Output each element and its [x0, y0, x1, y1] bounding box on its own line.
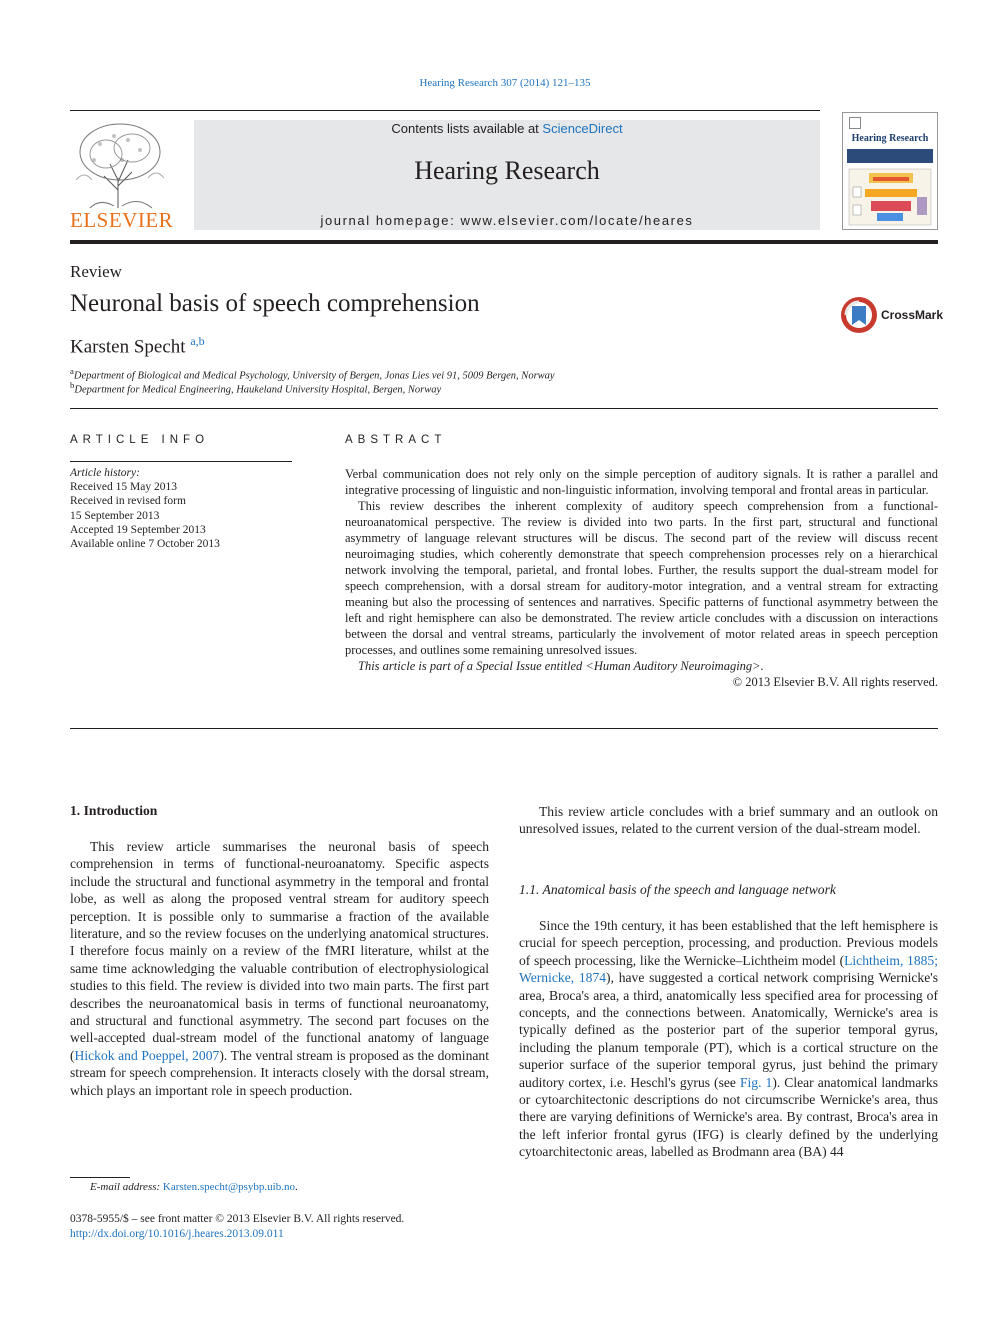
- cover-mini-logo-icon: [849, 117, 861, 129]
- body-text: ), have suggested a cortical network comprising Wernicke's area, Broca's area, a third, anatomically less specified area for processing of concepts, and the connections between. Anatomically, Wernicke's area is typically defined as the posterior part of the superior temporal gyrus, including the planum temporale (PT), which is a cortical structure on the superior surface of the superior temporal gyrus, just behind the primary auditory cortex, i.e. Heschl's gyrus (see: [519, 970, 938, 1090]
- abstract-body: [345, 466, 938, 690]
- cover-title: Hearing Research: [851, 133, 929, 144]
- email-link[interactable]: Karsten.specht@psybp.uib.no: [162, 1181, 295, 1193]
- sciencedirect-link[interactable]: ScienceDirect: [542, 121, 623, 136]
- subsection-heading: 1.1. Anatomical basis of the speech and language network: [519, 882, 836, 897]
- abstract-paragraph: Verbal communication does not rely only on the simple perception of auditory signals. It is rather a parallel and integrative processing of linguistic and non-linguistic information, involving temporal and frontal areas in particular.: [345, 467, 938, 497]
- title-rule: [70, 408, 938, 409]
- crossmark-label: CrossMark: [881, 308, 944, 322]
- body-paragraph: This review article concludes with a brief summary and an outlook on unresolved issues, related to the current version of the dual-stream model.: [519, 804, 938, 837]
- footnote-rule: [70, 1177, 130, 1178]
- citation-link[interactable]: Hickok and Poeppel, 2007: [74, 1047, 220, 1063]
- cover-band: [847, 149, 933, 163]
- email-label: E-mail address:: [90, 1181, 163, 1193]
- contents-line: [194, 121, 820, 136]
- affiliation-b: [70, 380, 441, 396]
- right-column: [519, 917, 938, 1161]
- history-item: Received in revised form: [70, 495, 186, 508]
- right-column-intro: [519, 803, 938, 838]
- author-affiliation-marks[interactable]: a,b: [190, 334, 205, 348]
- affiliation-text: Department for Medical Engineering, Haukeland University Hospital, Bergen, Norway: [74, 384, 442, 396]
- affiliation-text: Department of Biological and Medical Psychology, University of Bergen, Jonas Lies vei 91, 5009 Bergen, Norway: [73, 370, 555, 382]
- crossmark-icon: [840, 296, 878, 334]
- abstract-paragraph: This review describes the inherent complexity of auditory speech comprehension from a functional-neuroanatomical perspective. The review is divided into two parts. In the first part, structural and functional asymmetry of language relevant structures will be discus. The second part of the review will discuss recent neuroimaging studies, which coherently demonstrate that speech comprehension processes rely on a hierarchical network involving the temporal, parietal, and frontal lobes. Further, the results support the dual-stream model for speech comprehension, with a dorsal stream for auditory-motor integration, and a ventral stream for extracting meaning but also the processing of sentences and narratives. Specific patterns of functional asymmetry between the left and right hemisphere can also be demonstrated. The review article concludes with a discussion on interactions between the dorsal and ventral streams, particularly the involvement of motor related areas in speech perception processes, and outlines some remaining unresolved issues.: [345, 499, 938, 657]
- article-type: Review: [70, 262, 122, 281]
- affiliation-mark: b: [70, 380, 75, 390]
- abstract-heading: ABSTRACT: [345, 434, 447, 446]
- issn-line: 0378-5955/$ – see front matter © 2013 Elsevier B.V. All rights reserved.: [70, 1213, 405, 1225]
- body-paragraph: [519, 917, 938, 1161]
- body-text: ). Clear anatomical landmarks or cytoarchitectonic descriptions do not circumscribe Wernicke's area, thus there are varying definitions of Wernicke's area. By contrast, Broca's area in the left inferior frontal gyrus (IFG) is clearly defined by the underlying cytoarchitectonic areas, labelled as Brodmann area (BA) 44: [519, 1074, 938, 1160]
- author-name[interactable]: Karsten Specht: [70, 336, 186, 358]
- affiliation-mark: a: [70, 366, 74, 376]
- crossmark-badge[interactable]: [840, 296, 944, 336]
- author-line: [70, 334, 205, 358]
- doi-link[interactable]: http://dx.doi.org/10.1016/j.heares.2013.09.011: [70, 1227, 284, 1240]
- header-thick-rule: [70, 240, 938, 244]
- article-title: Neuronal basis of speech comprehension: [70, 290, 480, 317]
- article-info-heading: ARTICLE INFO: [70, 434, 210, 446]
- article-history: [70, 466, 300, 551]
- journal-homepage[interactable]: journal homepage: www.elsevier.com/locate/heares: [320, 213, 694, 228]
- journal-name: Hearing Research: [414, 156, 600, 185]
- abstract-copyright: © 2013 Elsevier B.V. All rights reserved.: [732, 675, 938, 689]
- article-info-rule: [70, 461, 292, 462]
- section-heading-introduction: 1. Introduction: [70, 803, 158, 818]
- history-item: Available online 7 October 2013: [70, 538, 220, 551]
- cover-figure-icon: [847, 167, 933, 227]
- body-text: This review article summarises the neuronal basis of speech comprehension in terms of functional-neuroanatomy. Specific aspects include the structural and functional asymmetry in the temporal and frontal lobe, as well as along the proposed ventral stream for auditory speech perception. It is possible only to summarise a fraction of the available literature, and so the review focuses on the underlying anatomical structures. I therefore focus mainly on a review of the fMRI literature, whilst at the same time acknowledging the valuable contribution of electrophysiological studies to this field. The review is divided into two main parts. The first part describes the neuroanatomical basis in terms of functional neuroanatomy, and structural and functional asymmetry. The second part focuses on the well-accepted dual-stream model of the functional anatomy of language (: [70, 839, 489, 1063]
- history-label: Article history:: [70, 467, 140, 479]
- body-text: Since the 19th century, it has been established that the left hemisphere is crucial for speech perception, processing, and production. Previous models of speech processing, like the Wernicke–Lichtheim model (: [519, 918, 938, 968]
- elsevier-logo: [70, 120, 174, 232]
- journal-citation[interactable]: Hearing Research 307 (2014) 121–135: [419, 77, 591, 89]
- footnote-email: [90, 1181, 298, 1193]
- journal-cover: [842, 112, 938, 230]
- citation-link[interactable]: Lichtheim, 1885; Wernicke, 1874: [519, 952, 938, 986]
- figure-link[interactable]: Fig. 1: [739, 1074, 773, 1090]
- email-end: .: [294, 1181, 298, 1193]
- body-paragraph: [70, 838, 489, 1099]
- header-rule: [70, 110, 820, 111]
- page-footer: [70, 1212, 404, 1241]
- history-item: Received 15 May 2013: [70, 481, 177, 494]
- abstract-rule: [70, 728, 938, 729]
- history-item: 15 September 2013: [70, 509, 160, 522]
- elsevier-wordmark: ELSEVIER: [70, 208, 174, 232]
- body-text: ). The ventral stream is proposed as the dominant stream for speech comprehension. It interacts closely with the dorsal stream, which plays an important role in speech production.: [70, 1047, 489, 1098]
- left-column: [70, 838, 489, 1099]
- contents-prefix: Contents lists available at: [391, 121, 543, 136]
- special-issue-note: This article is part of a Special Issue entitled <Human Auditory Neuroimaging>.: [358, 659, 764, 673]
- history-item: Accepted 19 September 2013: [70, 523, 206, 536]
